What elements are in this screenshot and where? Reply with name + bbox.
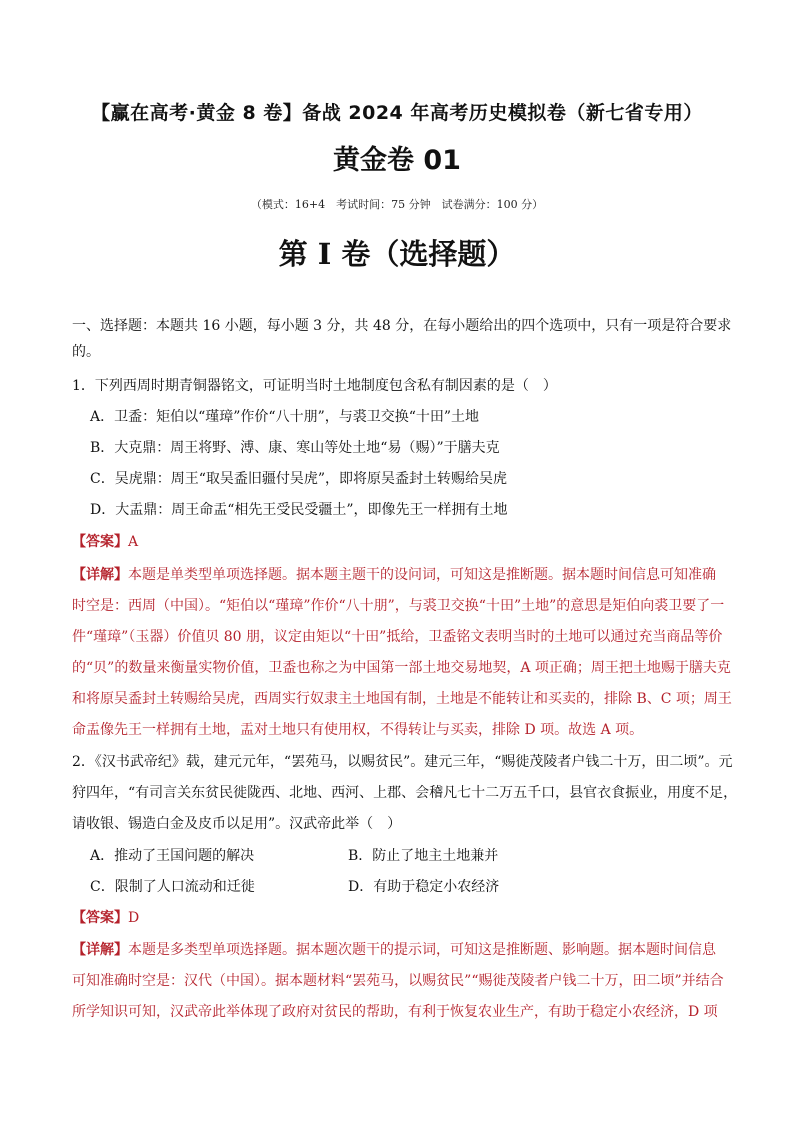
- detail-label: 【详解】: [72, 942, 128, 958]
- answer-label: 【答案】: [72, 534, 128, 550]
- question-1-detail-line-3: 件“瑾璋”（玉器）价值贝 80 朋，议定由矩以“十田”抵给，卫盉铭文表明当时的土地可以通过充当商品等价: [72, 629, 723, 645]
- question-2-option-b: B．防止了地主土地兼并: [348, 848, 499, 864]
- question-2-option-d: D．有助于稳定小农经济: [348, 879, 500, 895]
- series-title: 【赢在高考·黄金 8 卷】备战 2024 年高考历史模拟卷（新七省专用）: [91, 102, 703, 124]
- section-heading: 第 I 卷（选择题）: [278, 237, 516, 271]
- question-2-option-a: A．推动了王国问题的解决: [90, 848, 255, 864]
- question-2-stem-line-3: 请收银、锡造白金及皮币以足用”。汉武帝此举（ ）: [72, 816, 402, 832]
- question-1-detail-line-4: 的“贝”的数量来衡量实物价值，卫盉也称之为中国第一部土地交易地契，A 项正确；周王把土地赐于膳夫克: [72, 660, 731, 676]
- question-1-option-b: B．大克鼎：周王将野、溥、康、寒山等处土地“易（赐）”于膳夫克: [90, 440, 500, 456]
- question-2-answer: [72, 908, 732, 928]
- detail-label: 【详解】: [72, 567, 128, 583]
- exam-info: （模式：16+4 考试时间：75 分钟 试卷满分：100 分）: [250, 198, 544, 211]
- question-2-detail-line-1: [72, 940, 732, 960]
- instructions-line-2: 的。: [72, 344, 100, 360]
- instructions-line-1: 一、选择题：本题共 16 小题，每小题 3 分，共 48 分，在每小题给出的四个选项中，只有一项是符合要求: [72, 318, 732, 334]
- question-1-detail-line-6: 命盂像先王一样拥有土地，盂对土地只有使用权，不得转让与买卖，排除 D 项。故选 A 项。: [72, 722, 644, 738]
- question-1-detail-line-1: [72, 565, 732, 585]
- detail-text: 本题是多类型单项选择题。据本题次题干的提示词，可知这是推断题、影响题。据本题时间信息: [128, 942, 716, 958]
- answer-label: 【答案】: [72, 910, 128, 926]
- question-2-detail-line-3: 所学知识可知，汉武帝此举体现了政府对贫民的帮助，有利于恢复农业生产，有助于稳定小农经济，D 项: [72, 1004, 718, 1020]
- question-1-stem: 1．下列西周时期青铜器铭文，可证明当时土地制度包含私有制因素的是（ ）: [72, 378, 557, 394]
- question-1-answer: [72, 532, 732, 552]
- paper-title: 黄金卷 01: [333, 145, 461, 176]
- question-1-option-a: A．卫盉：矩伯以“瑾璋”作价“八十朋”，与裘卫交换“十田”土地: [90, 409, 480, 425]
- question-1-option-c: C．吴虎鼎：周王“取吴盉旧疆付吴虎”，即将原吴盉封土转赐给吴虎: [90, 471, 508, 487]
- answer-value: A: [128, 534, 139, 550]
- question-1-detail-line-2: 时空是：西周（中国）。“矩伯以“瑾璋”作价“八十朋”，与裘卫交换“十田”土地”的意思是矩伯向裘卫要了一: [72, 598, 725, 614]
- question-1-detail-line-5: 和将原吴盉封土转赐给吴虎，西周实行奴隶主土地国有制，土地是不能转让和买卖的，排除 B、C 项；周王: [72, 691, 732, 707]
- answer-value: D: [128, 910, 140, 926]
- question-2-stem-line-1: 2．《汉书武帝纪》载，建元元年，“罢苑马，以赐贫民”。建元三年，“赐徙茂陵者户钱二十万，田二顷”。元: [72, 754, 733, 770]
- question-2-detail-line-2: 可知准确时空是：汉代（中国）。据本题材料“罢苑马，以赐贫民”“赐徙茂陵者户钱二十万，田二顷”并结合: [72, 973, 724, 989]
- detail-text: 本题是单类型单项选择题。据本题主题干的设问词，可知这是推断题。据本题时间信息可知准确: [128, 567, 716, 583]
- question-2-stem-line-2: 狩四年，“有司言关东贫民徙陇西、北地、西河、上郡、会稽凡七十二万五千口，县官衣食振业，用度不足，: [72, 785, 738, 801]
- question-1-option-d: D．大盂鼎：周王命盂“相先王受民受疆土”，即像先王一样拥有土地: [90, 502, 508, 518]
- question-2-option-c: C．限制了人口流动和迁徙: [90, 879, 255, 895]
